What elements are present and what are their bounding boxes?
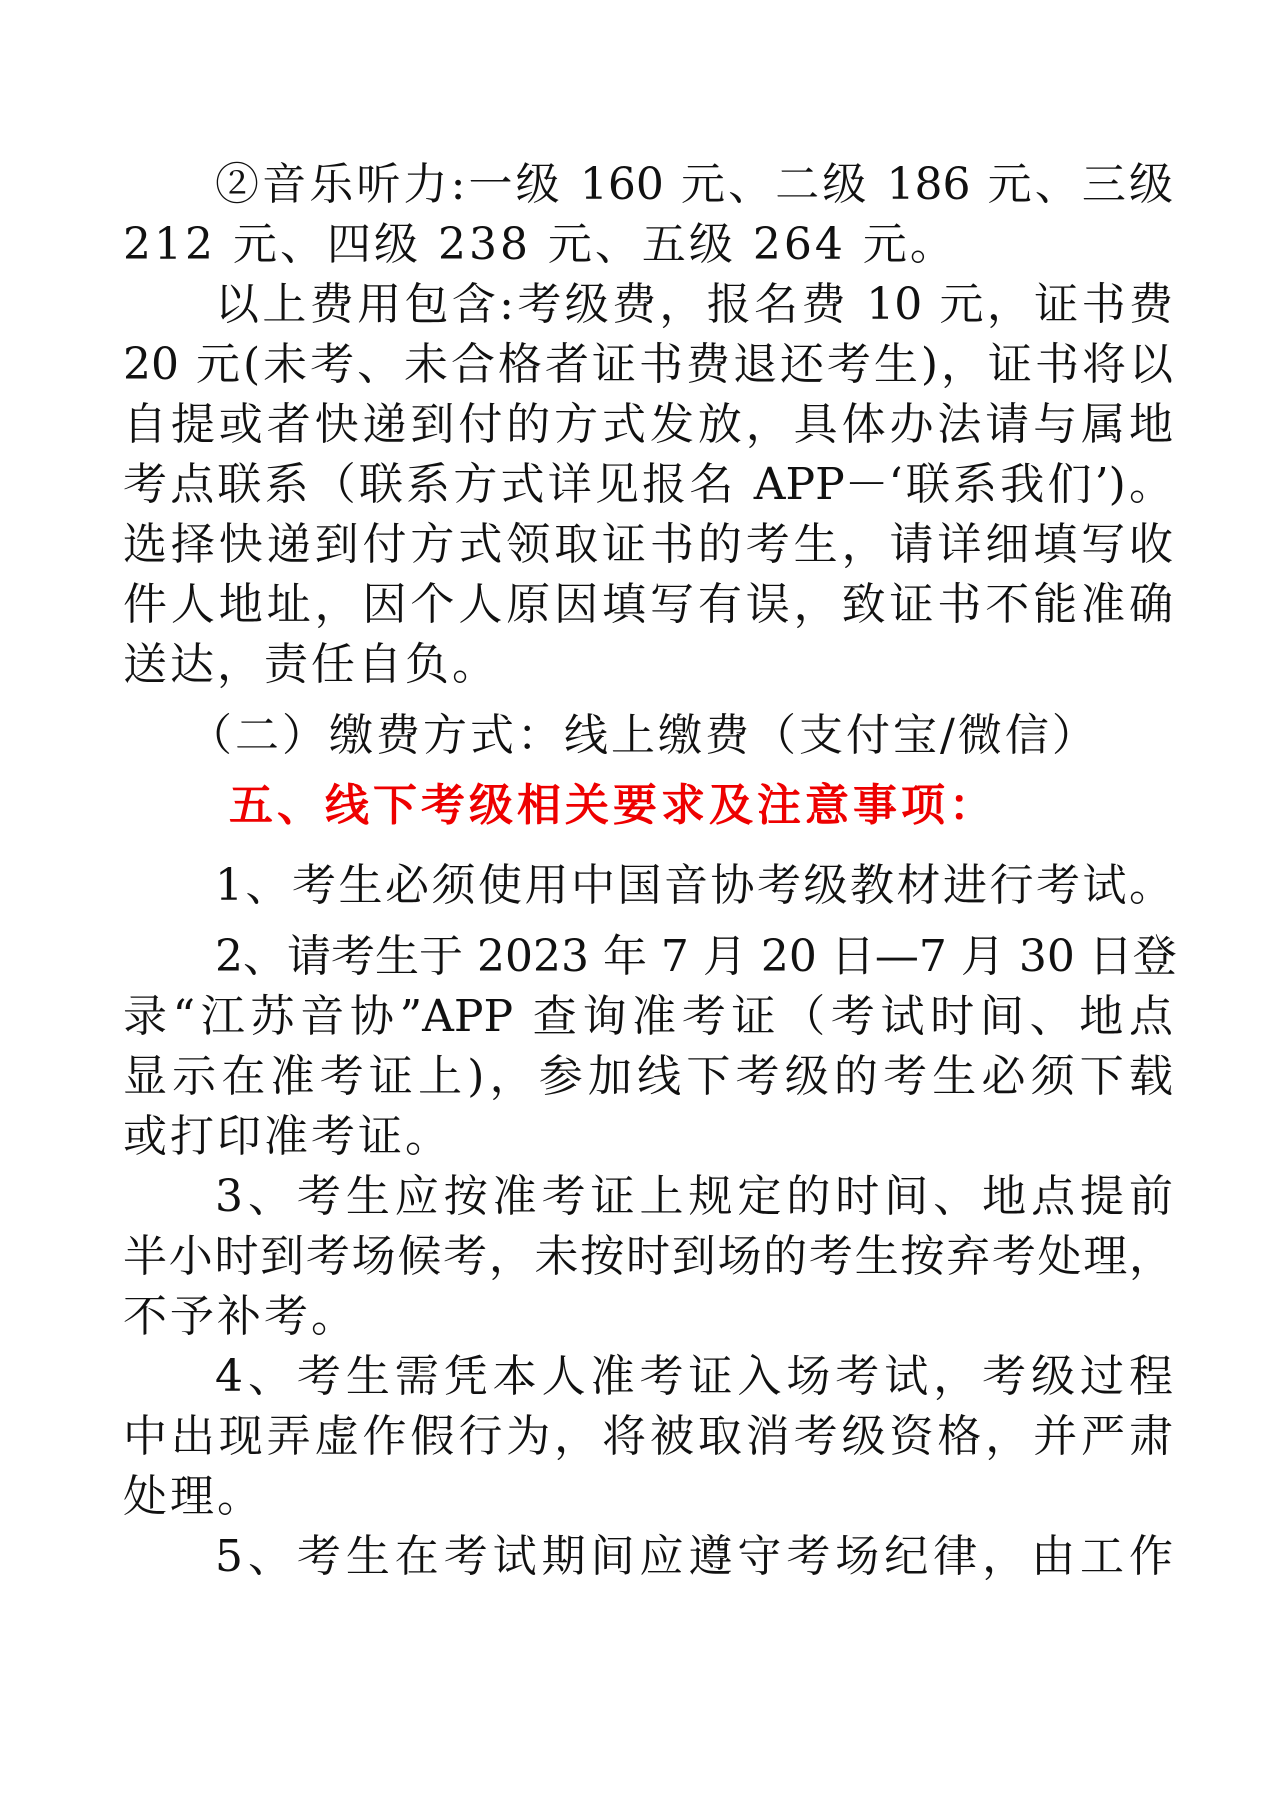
requirement-3-line-1: 3、考生应按准考证上规定的时间、地点提前 [215,1171,1173,1222]
requirement-3-line-2: 半小时到考场候考，未按时到场的考生按弃考处理， [123,1231,1173,1282]
requirement-2-line-4: 或打印准考证。 [123,1111,452,1162]
fee-note-line-2: 20 元(未考、未合格者证书费退还考生)，证书将以 [123,339,1173,390]
fee-note-line-3: 自提或者快递到付的方式发放，具体办法请与属地 [123,399,1173,450]
fee-note-line-6: 件人地址，因个人原因填写有误，致证书不能准确 [123,579,1173,630]
fee-note-line-4: 考点联系（联系方式详见报名 APP－‘联系我们’)。 [123,459,1173,510]
requirement-2-line-3: 显示在准考证上)，参加线下考级的考生必须下载 [123,1051,1173,1102]
payment-method-heading: （二）缴费方式：线上缴费（支付宝/微信） [188,710,1099,761]
requirement-2-line-2: 录“江苏音协”APP 查询准考证（考试时间、地点 [123,991,1173,1042]
section-five-heading: 五、线下考级相关要求及注意事项： [229,780,997,831]
requirement-1: 1、考生必须使用中国音协考级教材进行考试。 [215,860,1173,911]
fee-note-line-5: 选择快递到付方式领取证书的考生，请详细填写收 [123,519,1173,570]
requirement-3-line-3: 不予补考。 [123,1291,358,1342]
fee-listening-line-2: 212 元、四级 238 元、五级 264 元。 [123,219,957,270]
requirement-4-line-1: 4、考生需凭本人准考证入场考试，考级过程 [215,1351,1173,1402]
requirement-4-line-3: 处理。 [123,1471,264,1522]
requirement-2-line-1: 2、请考生于 2023 年 7 月 20 日—7 月 30 日登 [215,931,1177,982]
fee-note-line-1: 以上费用包含:考级费，报名费 10 元，证书费 [215,279,1173,330]
requirement-4-line-2: 中出现弄虚作假行为，将被取消考级资格，并严肃 [123,1411,1173,1462]
requirement-5-line-1: 5、考生在考试期间应遵守考场纪律，由工作 [215,1531,1173,1582]
fee-listening-line-1: ②音乐听力:一级 160 元、二级 186 元、三级 [215,159,1173,210]
fee-note-line-7: 送达，责任自负。 [123,639,499,690]
